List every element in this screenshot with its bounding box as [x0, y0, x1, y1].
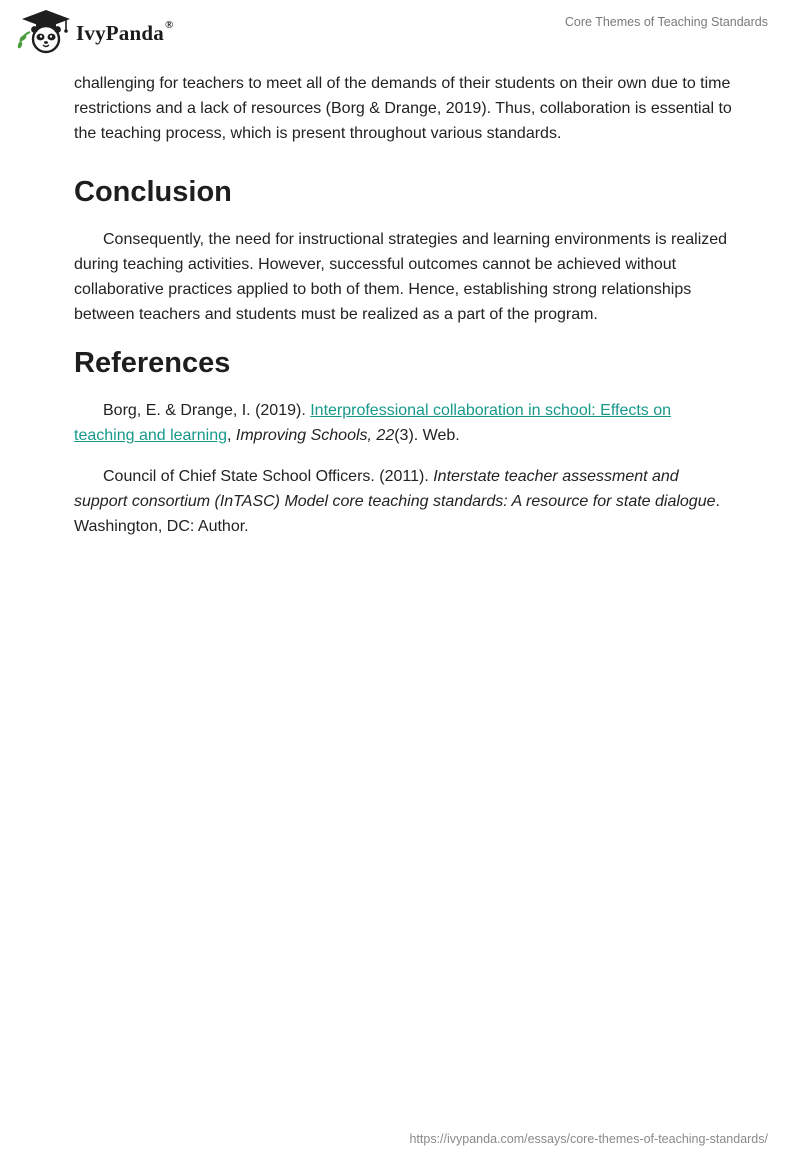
- reference-authors: Council of Chief State School Officers. (2011).: [103, 468, 434, 485]
- conclusion-paragraph: Consequently, the need for instructional strategies and learning environments is realized during teaching activities. However, successful outcomes cannot be achieved without collaborative practices applied to both of them. Hence, establishing strong relationships between teachers and students must be realized as a part of the program.: [74, 231, 728, 323]
- reference-publisher: . Washington, DC: Author.: [74, 493, 720, 535]
- site-logo[interactable]: [14, 8, 173, 54]
- reference-separator: ,: [227, 427, 236, 444]
- intro-paragraph: challenging for teachers to meet all of the demands of their students on their own due to time restrictions and a lack of resources (Borg & Drange, 2019). Thus, collaboration is essential to the teaching process, which is present throughout various standards.: [74, 75, 732, 142]
- reference-link[interactable]: Interprofessional collaboration in school: Effects on teaching and learning: [74, 402, 672, 444]
- running-title: Core Themes of Teaching Standards: [564, 15, 768, 29]
- reference-journal: Improving Schools, 22: [235, 427, 395, 444]
- reference-item: [74, 464, 734, 539]
- reference-item: [74, 398, 734, 448]
- reference-title: Interstate teacher assessment and support consortium (InTASC) Model core teaching standards: A resource for state dialogue: [74, 468, 716, 510]
- conclusion-heading: Conclusion: [74, 176, 232, 208]
- references-heading: References: [74, 347, 231, 379]
- brand-name-text: IvyPanda: [76, 20, 164, 45]
- reference-authors: Borg, E. & Drange, I. (2019).: [103, 402, 311, 419]
- panda-graduate-icon: [14, 8, 74, 54]
- footer-url: https://ivypanda.com/essays/core-themes-of-teaching-standards/: [409, 1132, 768, 1146]
- brand-name: [76, 18, 174, 46]
- reference-issue: (3). Web.: [394, 427, 460, 444]
- registered-mark: ®: [164, 18, 174, 31]
- essay-content: [74, 71, 734, 555]
